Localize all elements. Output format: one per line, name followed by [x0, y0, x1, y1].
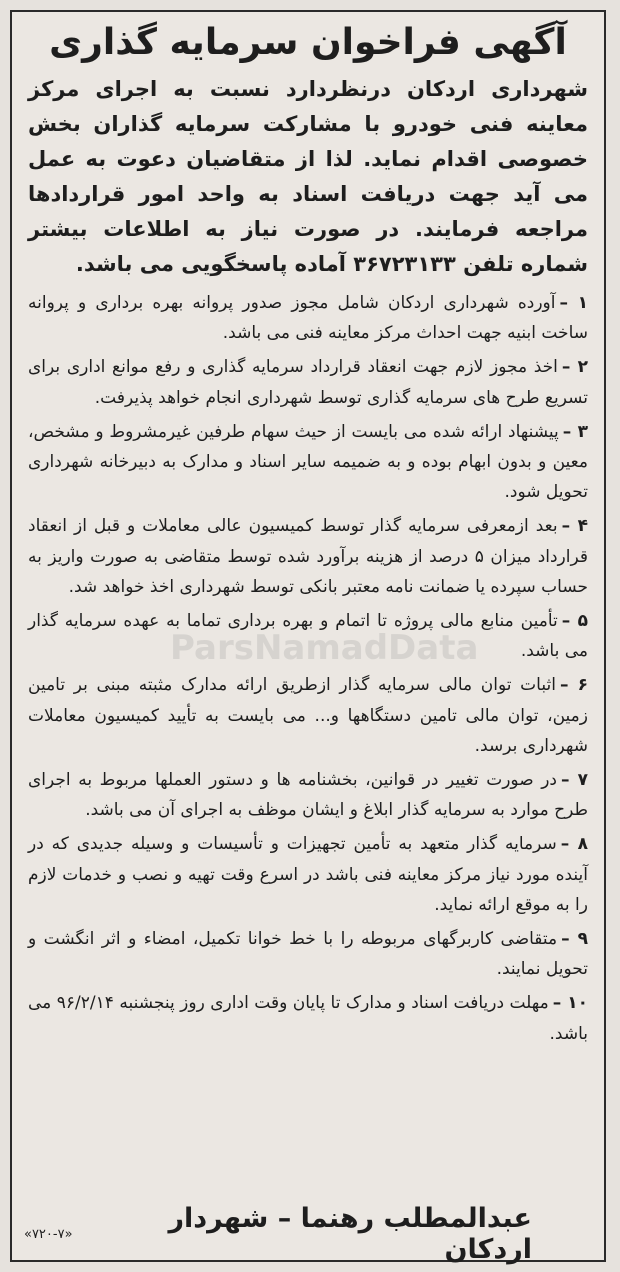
- condition-text: بعد ازمعرفی سرمایه گذار توسط کمیسیون عالی معاملات و قبل از انعقاد قرارداد میزان ۵ درصد از هزینه برآورد شده توسط متقاضی به صورت واریز به حساب سپرده یا ضمانت نامه معتبر بانکی توسط شهرداری اخذ خواهد شد.: [28, 516, 588, 597]
- condition-number: ۴ –: [561, 516, 588, 537]
- condition-item: [28, 829, 588, 920]
- condition-text: پیشنهاد ارائه شده می بایست از حیث سهام طرفین غیرمشروط و مشخص، معین و بدون ابهام بوده و به ضمیمه سایر اسناد و مدارک به دبیرخانه شهرداری تحویل شود.: [28, 421, 588, 503]
- condition-number: ۸ –: [560, 834, 589, 855]
- condition-number: ۲ –: [561, 357, 588, 378]
- notice-footer: [24, 1203, 592, 1265]
- condition-item: [28, 988, 588, 1048]
- ad-code: «۷۲۰-۷»: [24, 1226, 73, 1242]
- condition-text: سرمایه گذار متعهد به تأمین تجهیزات و تأسیسات و وسیله جدیدی که در آینده مورد نیاز مرکز معاینه فنی باشد در اسرع وقت تهیه و نصب و خدمات لازم را به موقع ارائه نماید.: [28, 834, 588, 915]
- condition-text: مهلت دریافت اسناد و مدارک تا پایان وقت اداری روز پنجشنبه ۹۶/۲/۱۴ می باشد.: [28, 993, 588, 1044]
- signature: عبدالمطلب رهنما – شهردار اردکان: [168, 1203, 532, 1265]
- conditions-list: [28, 288, 588, 1049]
- notice-intro: شهرداری اردکان درنظردارد نسبت به اجرای مرکز معاینه فنی خودرو با مشارکت سرمایه گذاران بخش خصوصی اقدام نماید. لذا از متقاضیان دعوت به عمل می آید جهت دریافت اسناد به واحد امور قراردادها مراجعه فرمایند. در صورت نیاز به اطلاعات بیشتر شماره تلفن ۳۶۷۲۳۱۳۳ آماده پاسخگویی می باشد.: [28, 77, 588, 276]
- condition-number: ۶ –: [559, 675, 589, 696]
- condition-item: [28, 288, 588, 348]
- condition-item: [28, 765, 588, 825]
- condition-item: [28, 670, 588, 761]
- condition-text: اخذ مجوز لازم جهت انعقاد قرارداد سرمایه گذاری و رفع موانع اداری برای تسریع طرح های سرمایه گذاری توسط شهرداری انجام خواهد پذیرفت.: [28, 357, 588, 408]
- notice-frame: [10, 10, 606, 1265]
- condition-text: در صورت تغییر در قوانین، بخشنامه ها و دستور العملها مربوط به اجرای طرح موارد به سرمایه گذار ابلاغ و ایشان موظف به اجرای آن می باشد.: [28, 770, 588, 821]
- condition-number: ۳ –: [562, 421, 589, 442]
- condition-item: [28, 417, 588, 508]
- condition-number: ۵ –: [561, 611, 588, 632]
- condition-number: ۹ –: [561, 929, 589, 950]
- condition-item: [28, 606, 588, 666]
- condition-text: تأمین منابع مالی پروژه تا اتمام و بهره برداری تماما به عهده سرمایه گذار می باشد.: [28, 611, 588, 662]
- condition-item: [28, 352, 588, 412]
- condition-item: [28, 924, 588, 984]
- condition-number: ۷ –: [561, 770, 588, 791]
- condition-item: [28, 511, 588, 602]
- condition-number: ۱ –: [559, 293, 589, 313]
- condition-text: آورده شهرداری اردکان شامل مجوز صدور پروانه بهره برداری و پروانه ساخت ابنیه جهت احداث مرکز معاینه فنی می باشد.: [28, 293, 588, 344]
- condition-text: متقاضی کاربرگهای مربوطه را با خط خوانا تکمیل، امضاء و اثر انگشت و تحویل نمایند.: [28, 929, 588, 980]
- condition-number: ۱۰ –: [552, 993, 589, 1014]
- notice-title: آگهی فراخوان سرمایه گذاری: [49, 22, 567, 63]
- condition-text: اثبات توان مالی سرمایه گذار ازطریق ارائه مدارک مثبته مبنی بر تامین زمین، توان مالی تامین دستگاهها و... می بایست به تأیید کمیسیون معاملات شهرداری برسد.: [28, 675, 588, 756]
